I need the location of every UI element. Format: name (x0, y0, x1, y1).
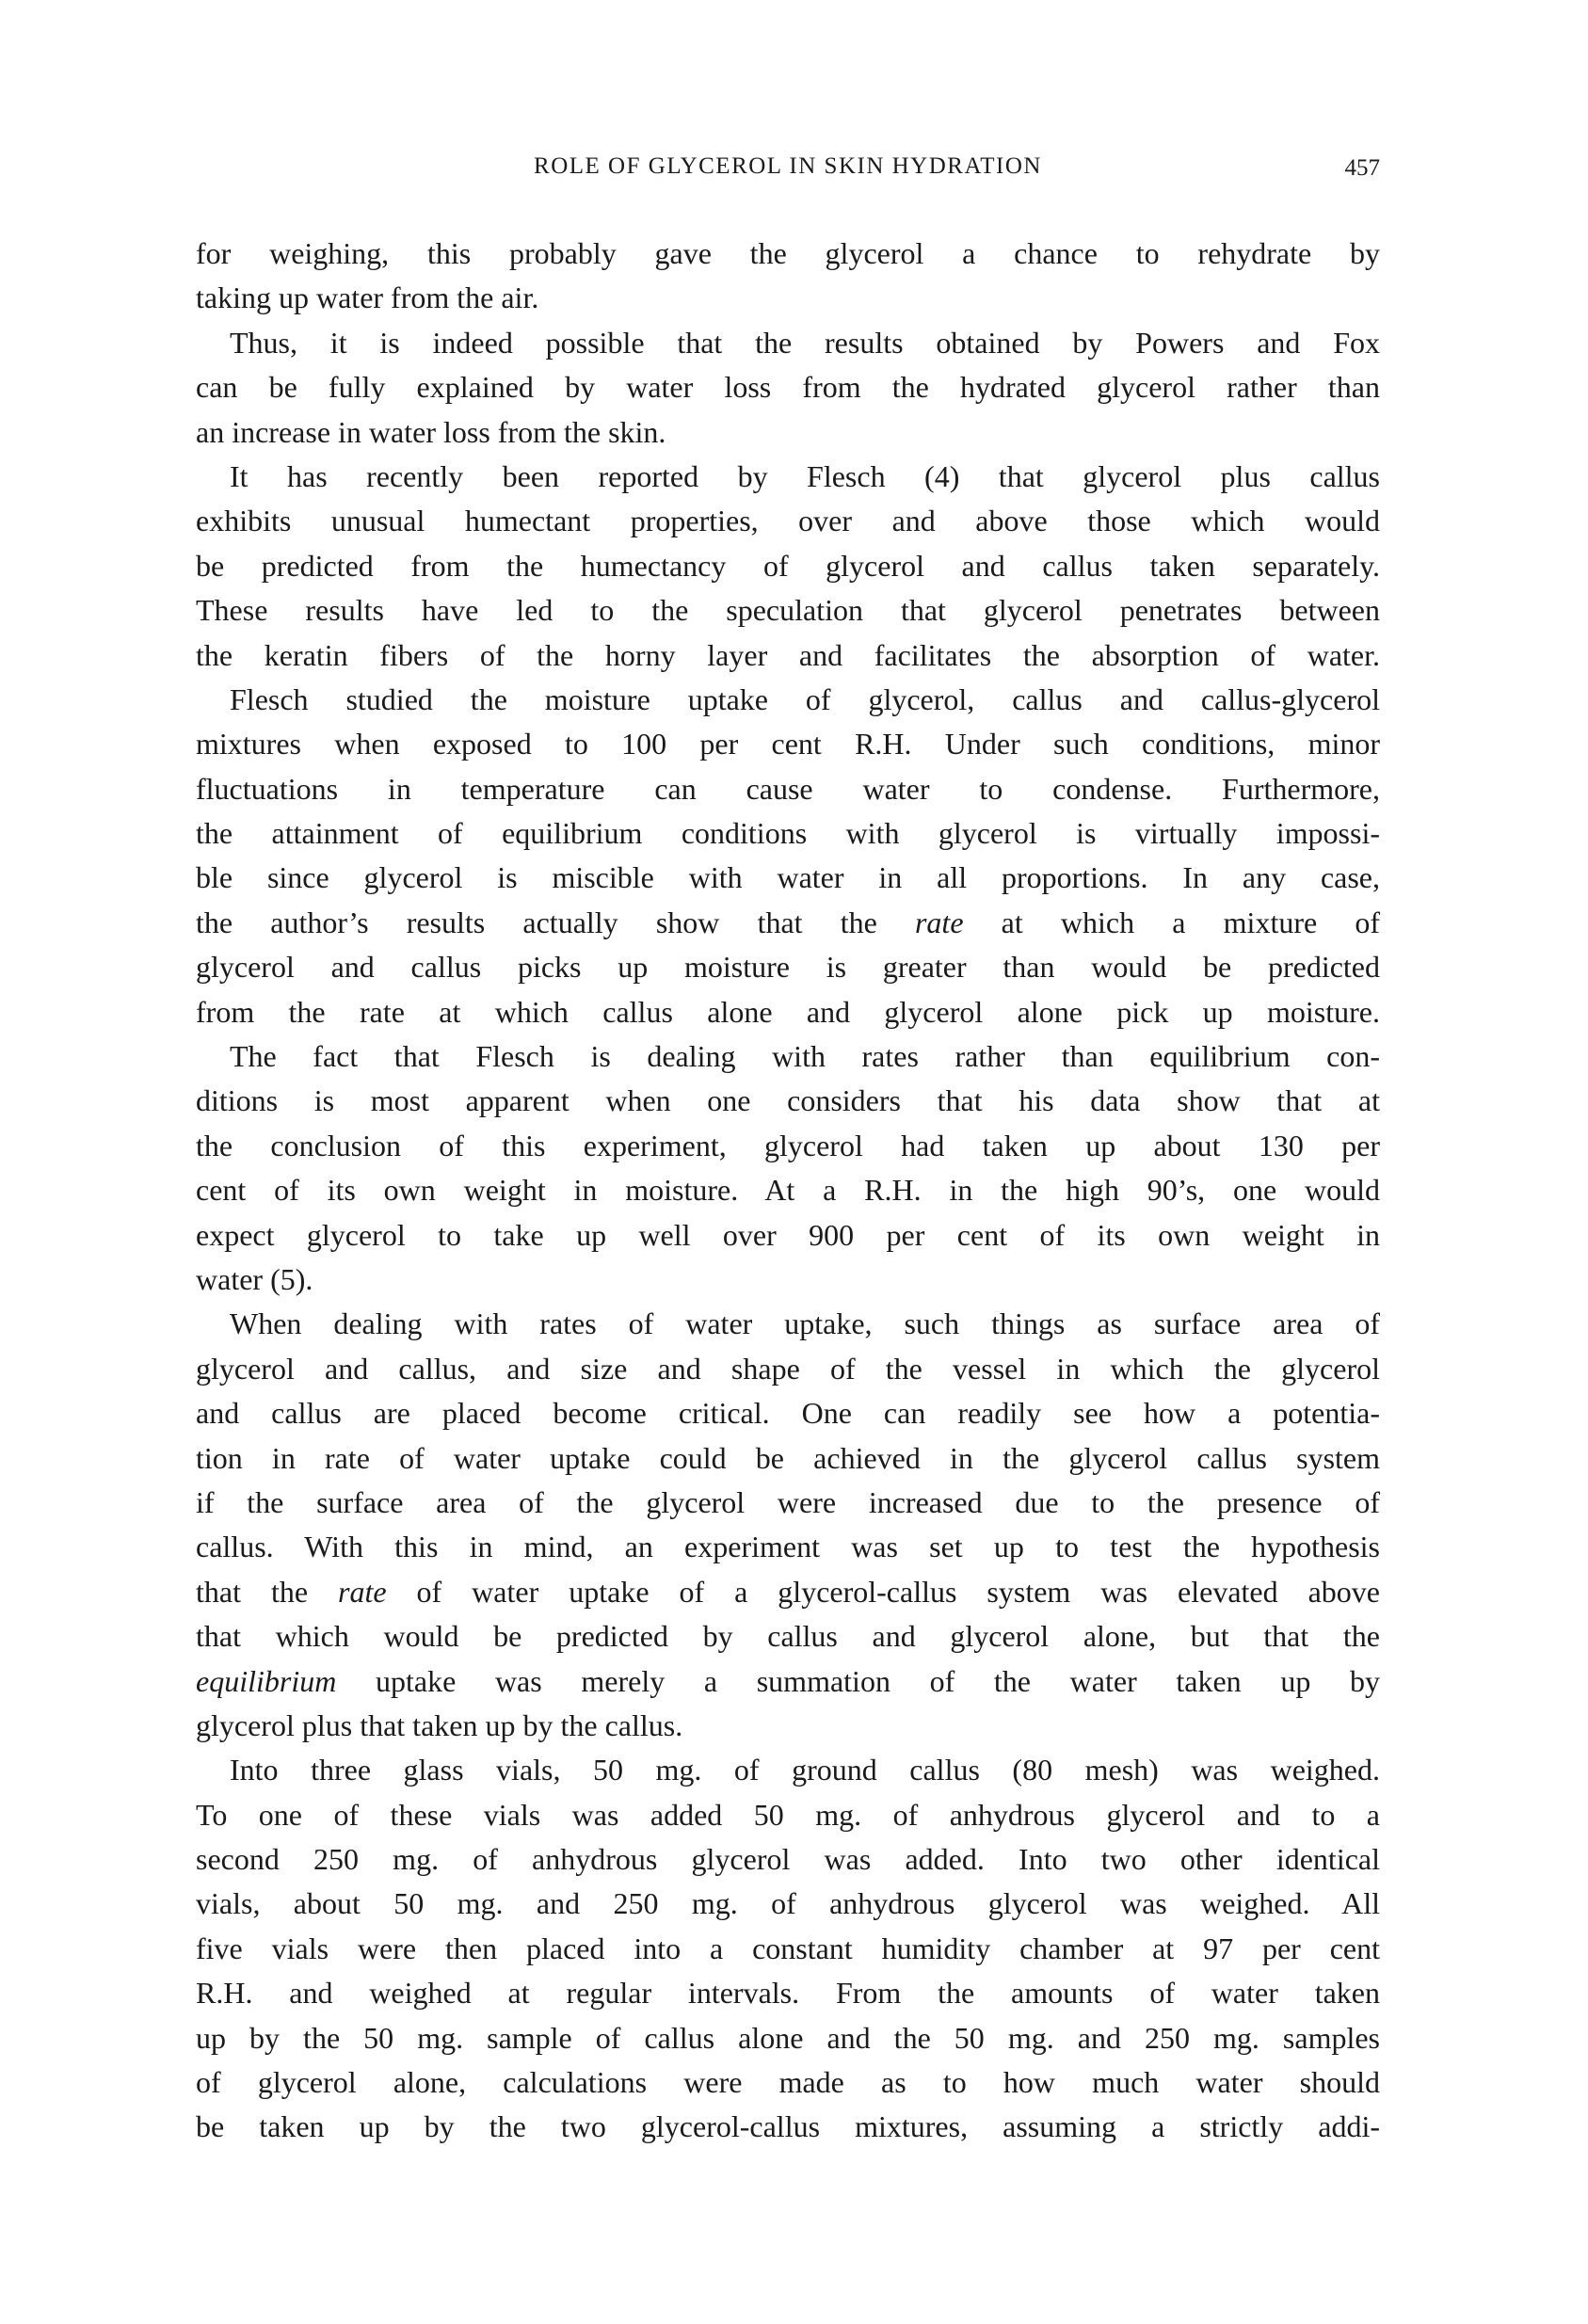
text-line (196, 276, 1380, 320)
text-segment: if the surface area of the glycerol were increased due to the presence of (196, 1484, 1380, 1519)
running-head (196, 153, 1380, 187)
text-line (196, 1481, 1380, 1525)
page-number: 457 (1344, 155, 1380, 181)
text-line (196, 2060, 1380, 2105)
text-line (196, 1793, 1380, 1837)
text-segment: the keratin fibers of the horny layer and facilitates the absorption of water. (196, 637, 1380, 672)
text-segment: It has recently been reported by Flesch (4) that glycerol plus callus (230, 458, 1380, 493)
text-segment: the attainment of equilibrium conditions with glycerol is virtually impossi- (196, 816, 1380, 851)
text-line (196, 1034, 1380, 1079)
text-line (196, 410, 1380, 455)
text-line (196, 1258, 1380, 1302)
text-segment: callus. With this in mind, an experiment was set up to test the hypothesis (196, 1530, 1380, 1564)
text-line (196, 2105, 1380, 2149)
text-segment: glycerol and callus, and size and shape of the vessel in which the glycerol (196, 1351, 1380, 1386)
text-segment: the conclusion of this experiment, glycerol had taken up about 130 per (196, 1128, 1380, 1162)
text-line (196, 455, 1380, 499)
text-line (196, 1882, 1380, 1926)
text-segment: Thus, it is indeed possible that the results obtained by Powers and Fox (230, 325, 1380, 360)
text-segment: that which would be predicted by callus and glycerol alone, but that the (196, 1619, 1380, 1654)
paragraph (196, 455, 1380, 678)
text-line (196, 544, 1380, 588)
text-line (196, 588, 1380, 633)
text-segment: and callus are placed become critical. One can readily see how a potentia- (196, 1396, 1380, 1431)
text-segment: water (5). (196, 1261, 313, 1296)
text-segment: at which a mixture of (963, 905, 1381, 939)
text-line (196, 1525, 1380, 1569)
text-line (196, 811, 1380, 856)
text-segment: up by the 50 mg. sample of callus alone and the 50 mg. and 250 mg. samples (196, 2020, 1380, 2055)
text-line (196, 1347, 1380, 1391)
text-segment: be taken up by the two glycerol-callus mixtures, assuming a strictly addi- (196, 2109, 1380, 2144)
text-segment: To one of these vials was added 50 mg. of anhydrous glycerol and to a (196, 1797, 1380, 1832)
text-segment: five vials were then placed into a constant humidity chamber at 97 per cent (196, 1931, 1380, 1965)
paragraph (196, 1748, 1380, 2150)
text-line (196, 1837, 1380, 1882)
text-segment: Flesch studied the moisture uptake of glycerol, callus and callus-glycerol (230, 681, 1380, 716)
text-segment: These results have led to the speculation that glycerol penetrates between (196, 593, 1380, 628)
text-segment: taking up water from the air. (196, 280, 539, 315)
text-line (196, 1168, 1380, 1212)
text-segment: be predicted from the humectancy of glycerol and callus taken separately. (196, 548, 1380, 583)
text-line (196, 990, 1380, 1034)
text-segment: vials, about 50 mg. and 250 mg. of anhydrous glycerol was weighed. All (196, 1886, 1380, 1921)
text-line (196, 856, 1380, 900)
text-segment: the author’s results actually show that the (196, 905, 915, 939)
text-segment: glycerol plus that taken up by the callus. (196, 1707, 683, 1742)
text-line (196, 321, 1380, 365)
text-segment: ditions is most apparent when one considers that his data show that at (196, 1083, 1380, 1118)
paragraph (196, 232, 1380, 321)
italic-emphasis: rate (914, 905, 964, 939)
text-line (196, 1614, 1380, 1659)
text-segment: can be fully explained by water loss from the hydrated glycerol rather than (196, 370, 1380, 405)
text-segment: R.H. and weighed at regular intervals. From the amounts of water taken (196, 1976, 1380, 2011)
text-line (196, 1213, 1380, 1258)
body-text (196, 232, 1380, 2150)
text-segment: Into three glass vials, 50 mg. of ground callus (80 mesh) was weighed. (230, 1753, 1380, 1787)
paragraph (196, 1034, 1380, 1302)
running-head-title: ROLE OF GLYCEROL IN SKIN HYDRATION (534, 153, 1042, 179)
text-line (196, 678, 1380, 722)
paragraph (196, 1302, 1380, 1748)
text-line (196, 945, 1380, 989)
italic-emphasis: equilibrium (196, 1663, 337, 1698)
text-line (196, 1436, 1380, 1481)
text-segment: tion in rate of water uptake could be achieved in the glycerol callus system (196, 1440, 1380, 1475)
text-line (196, 1927, 1380, 1971)
text-segment: The fact that Flesch is dealing with rates rather than equilibrium con- (230, 1039, 1380, 1074)
text-line (196, 499, 1380, 543)
text-line (196, 767, 1380, 811)
text-segment: mixtures when exposed to 100 per cent R.H. Under such conditions, minor (196, 727, 1380, 761)
text-line (196, 365, 1380, 409)
paragraph (196, 678, 1380, 1034)
text-line (196, 1570, 1380, 1614)
text-segment: for weighing, this probably gave the glycerol a chance to rehydrate by (196, 236, 1380, 270)
text-line (196, 1748, 1380, 1792)
text-segment: exhibits unusual humectant properties, over and above those which would (196, 504, 1380, 538)
text-segment: of glycerol alone, calculations were made as to how much water should (196, 2065, 1380, 2100)
text-segment: uptake was merely a summation of the water taken up by (336, 1663, 1380, 1698)
italic-emphasis: rate (338, 1574, 387, 1609)
text-segment: second 250 mg. of anhydrous glycerol was added. Into two other identical (196, 1842, 1380, 1877)
text-line (196, 1079, 1380, 1123)
text-line (196, 722, 1380, 766)
text-line (196, 1302, 1380, 1346)
text-segment: from the rate at which callus alone and glycerol alone pick up moisture. (196, 994, 1380, 1029)
text-segment: that the (196, 1574, 339, 1609)
text-segment: fluctuations in temperature can cause water to condense. Furthermore, (196, 771, 1380, 806)
text-line (196, 1124, 1380, 1168)
text-line (196, 1971, 1380, 2015)
paragraph (196, 321, 1380, 455)
text-segment: expect glycerol to take up well over 900 per cent of its own weight in (196, 1217, 1380, 1252)
text-segment: cent of its own weight in moisture. At a R.H. in the high 90’s, one would (196, 1173, 1380, 1208)
text-segment: of water uptake of a glycerol-callus system was elevated above (386, 1574, 1381, 1609)
text-segment: When dealing with rates of water uptake, such things as surface area of (230, 1306, 1380, 1341)
text-line (196, 1704, 1380, 1748)
text-segment: ble since glycerol is miscible with water in all proportions. In any case, (196, 860, 1380, 895)
text-line (196, 232, 1380, 276)
text-segment: an increase in water loss from the skin. (196, 414, 666, 449)
text-line (196, 901, 1380, 945)
text-line (196, 1659, 1380, 1704)
text-line (196, 2016, 1380, 2060)
text-line (196, 633, 1380, 678)
text-segment: glycerol and callus picks up moisture is greater than would be predicted (196, 950, 1380, 985)
text-line (196, 1391, 1380, 1435)
